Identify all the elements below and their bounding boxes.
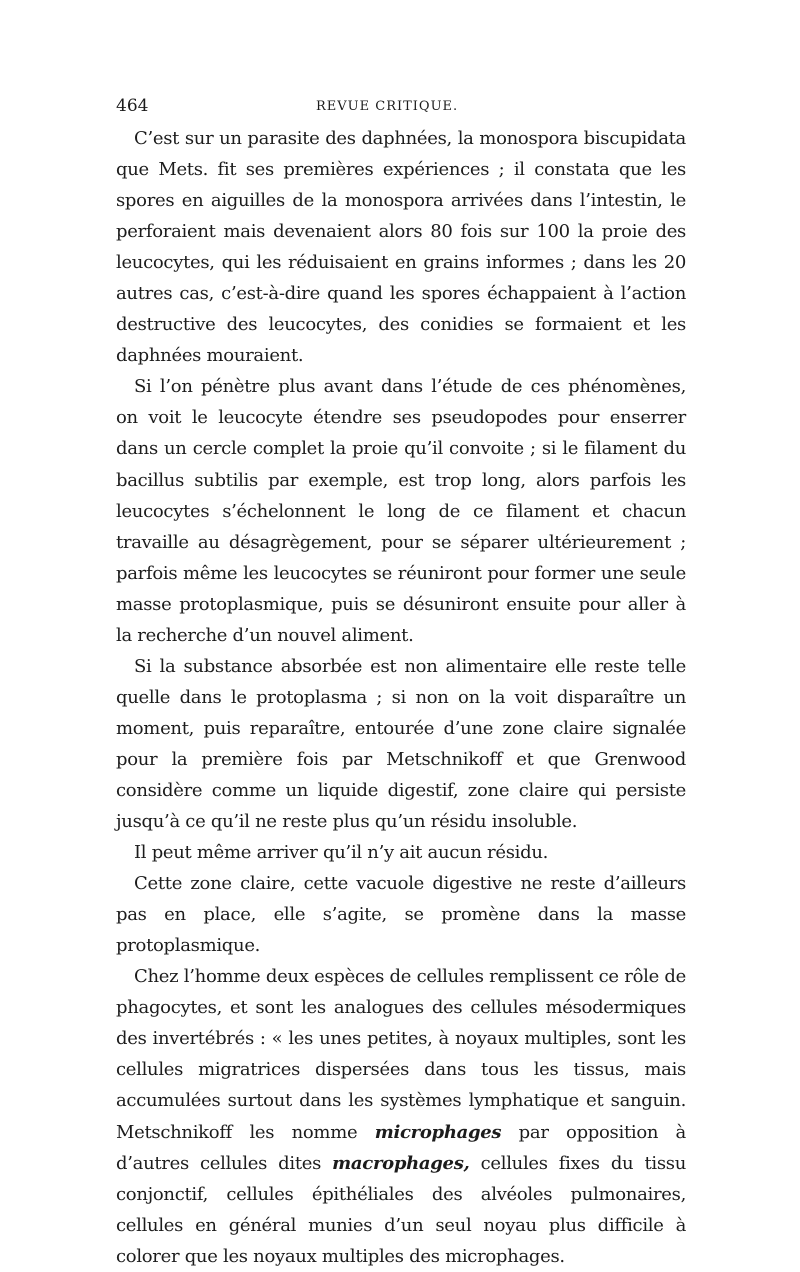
- running-title: REVUE CRITIQUE.: [316, 99, 459, 114]
- paragraph: C’est sur un parasite des daphnées, la monospora biscupidata que Mets. fit ses premières expériences ; il constata que les spores en aiguilles de la monospora arrivées dans l’intestin, le perforaient mais devenaient alors 80 fois sur 100 la proie des leucocytes, qui les réduisaient en grains informes ; dans les 20 autres cas, c’est-à-dire quand les spores échappaient à l’action destructive des leucocytes, des conidies se formaient et les daphnées mouraient.: [116, 128, 686, 367]
- paragraph-text: cellules fixes du tissu conjonctif, cellules épithéliales des alvéoles pulmonaires, cellules en général munies d’un seul noyau plus difficile à colorer que les noyaux multiples des microphages.: [116, 1152, 687, 1267]
- italic-term-macrophages: macrophages,: [332, 1152, 470, 1174]
- document-page: [116, 96, 686, 1272]
- paragraph: Si la substance absorbée est non alimentaire elle reste telle quelle dans le protoplasma ; si non on la voit disparaître un moment, puis reparaître, entourée d’une zone claire signalée pour la première fois par Metschnikoff et que Grenwood considère comme un liquide digestif, zone claire qui persiste jusqu’à ce qu’il ne reste plus qu’un résidu insoluble.: [116, 655, 686, 833]
- paragraph: Il peut même arriver qu’il n’y ait aucun résidu.: [134, 842, 549, 864]
- paragraph: [116, 961, 686, 1271]
- paragraph: Cette zone claire, cette vacuole digestive ne reste d’ailleurs pas en place, elle s’agite, se promène dans la masse protoplasmique.: [116, 873, 686, 957]
- paragraph-text: par opposition à d’autres cellules dites: [116, 1121, 686, 1174]
- page-header: [116, 96, 686, 122]
- italic-term-microphages: microphages: [374, 1121, 502, 1143]
- page-number: 464: [116, 96, 149, 116]
- paragraph-text: Chez l’homme deux espèces de cellules remplissent ce rôle de phagocytes, et sont les analogues des cellules mésodermiques des invertébrés : « les unes petites, à noyaux multiples, sont les cellules migratrices dispersées dans tous les tissus, mais accumulées surtout dans les systèmes lymphatique et sanguin. Metschnikoff les nomme: [116, 966, 686, 1143]
- body-text: [116, 123, 686, 1272]
- paragraph: Si l’on pénètre plus avant dans l’étude de ces phénomènes, on voit le leucocyte étendre ses pseudopodes pour enserrer dans un cercle complet la proie qu’il convoite ; si le filament du bacillus subtilis par exemple, est trop long, alors parfois les leucocytes s’échelonnent le long de ce filament et chacun travaille au désagrègement, pour se séparer ultérieurement ; parfois même les leucocytes se réuniront pour former une seule masse protoplasmique, puis se désuniront ensuite pour aller à la recherche d’un nouvel aliment.: [116, 376, 686, 646]
